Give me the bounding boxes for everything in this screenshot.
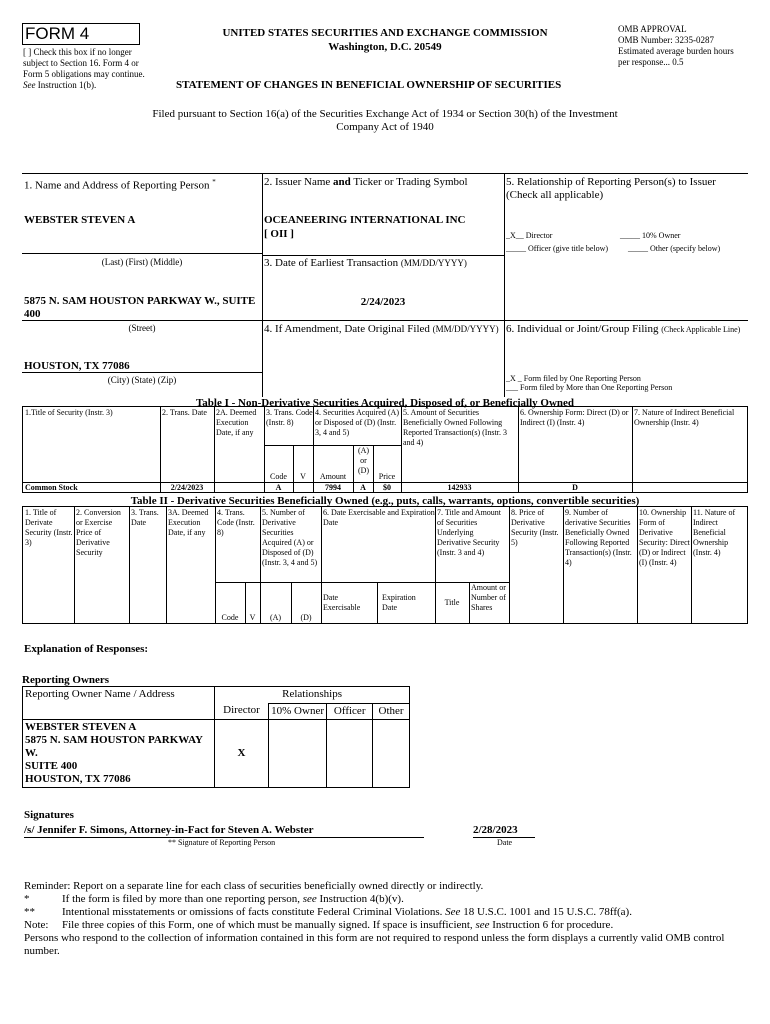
- t1-row-security: Common Stock: [25, 483, 78, 492]
- owners-col-ten: 10% Owner: [268, 703, 326, 720]
- t1-sub-code: Code: [270, 472, 287, 481]
- t1-row-code: A: [275, 483, 282, 492]
- filed-pursuant: Filed pursuant to Section 16(a) of the Securities Exchange Act of 1934 or Section 30(h) of the Investment Company Act of 1940: [152, 108, 618, 133]
- top-rule: [22, 173, 748, 174]
- footer-persons: Persons who respond to the collection of information contained in this form are not required to respond unless the form displays a currently valid OMB control number.: [24, 932, 725, 957]
- t1-col8: [632, 407, 633, 493]
- t1-row-form: D: [572, 483, 578, 492]
- agency-city: Washington, D.C. 20549: [328, 41, 442, 53]
- footer-star2: ** Intentional misstatements or omissions of facts constitute Federal Criminal Violations. See 18 U.S.C. 1001 and 15 U.S.C. 78ff(a).: [24, 906, 632, 918]
- t1-col2: [160, 407, 161, 493]
- owner-director: X: [215, 720, 269, 788]
- relationship-officer: _____ Officer (give title below): [506, 244, 609, 253]
- t2-col4: [166, 507, 167, 624]
- t1-col3: [214, 407, 215, 493]
- name-rule: [22, 253, 262, 254]
- t1-h3: 2A. Deemed Execution Date, if any: [216, 408, 257, 437]
- check-box-notice: [ ] Check this box if no longer subject to Section 16. Form 4 or Form 5 obligations may continue. See Instruction 1(b).: [23, 47, 145, 90]
- signature-date: 2/28/2023: [473, 824, 535, 838]
- t2-sub-a-label: (A): [269, 613, 282, 622]
- rule-box3: [262, 255, 504, 256]
- divider-2: [504, 173, 505, 397]
- t1-sub-price-label: Price: [378, 472, 396, 481]
- t2-sub-exp-label: Expiration Date: [382, 593, 416, 612]
- t2-sub-title: Title: [444, 598, 460, 607]
- name-caption: (Last) (First) (Middle): [101, 257, 183, 267]
- signature-line: /s/ Jennifer F. Simons, Attorney-in-Fact for Steven A. Webster: [24, 824, 424, 838]
- owner-other: [373, 720, 410, 788]
- footer-notes: [24, 880, 748, 958]
- footer-reminder: Reminder: Report on a separate line for each class of securities beneficially owned directly or indirectly.: [24, 880, 484, 892]
- agency-name: UNITED STATES SECURITIES AND EXCHANGE COMMISSION: [222, 27, 548, 39]
- t1-col7: [518, 407, 519, 493]
- t2-col11: [637, 507, 638, 624]
- relationship-director: _X__ Director: [506, 231, 553, 240]
- footer-star1: * If the form is filed by more than one reporting person, see Instruction 4(b)(v).: [24, 893, 404, 905]
- t1-row-date: 2/24/2023: [170, 483, 204, 492]
- form-title-box: [22, 23, 140, 45]
- reporting-person-street: 5875 N. SAM HOUSTON PARKWAY W., SUITE 400: [24, 295, 256, 320]
- t2-col2: [74, 507, 75, 624]
- form-title: FORM 4: [25, 24, 90, 43]
- explanation-heading: Explanation of Responses:: [24, 643, 149, 655]
- statement-title: STATEMENT OF CHANGES IN BENEFICIAL OWNERSHIP OF SECURITIES: [176, 79, 562, 91]
- owners-table: [22, 686, 410, 788]
- box6-label: 6. Individual or Joint/Group Filing (Check Applicable Line): [506, 323, 741, 335]
- t1-sub-v-label: V: [300, 472, 306, 481]
- t1-h7: 6. Ownership Form: Direct (D) or Indirect (I) (Instr. 4): [520, 408, 629, 427]
- t2-sub-rule-a: [215, 582, 321, 583]
- t2-sub-v-label: V: [249, 613, 256, 622]
- t2-col3: [129, 507, 130, 624]
- table2-title: Table II - Derivative Securities Beneficially Owned (e.g., puts, calls, warrants, options, convertible securities): [130, 495, 640, 507]
- owners-col-other: Other: [373, 703, 410, 720]
- t1-sub-aord-label: (A) or (D): [357, 446, 370, 475]
- owner-officer: [327, 720, 373, 788]
- omb-approval: OMB APPROVAL OMB Number: 3235-0287 Estimated average burden hours per response... 0.5: [618, 24, 734, 67]
- owners-col-rel: Relationships: [215, 687, 410, 704]
- t2-h8: 7. Title and Amount of Securities Underlying Derivative Security (Instr. 3 and 4): [437, 508, 502, 557]
- city-rule: [22, 372, 262, 373]
- t1-h1: 1.Title of Security (Instr. 3): [25, 408, 113, 417]
- t2-h10: 9. Number of derivative Securities Beneficially Owned Following Reported Transaction(s) (Instr. 4): [565, 508, 632, 567]
- reporting-person-name: WEBSTER STEVEN A: [24, 214, 136, 226]
- owners-col-officer: Officer: [327, 703, 373, 720]
- owner-ten: [268, 720, 326, 788]
- t2-h7: 6. Date Exercisable and Expiration Date: [323, 508, 435, 527]
- t2-col7: [321, 507, 322, 624]
- t2-h1: 1. Title of Derivate Security (Instr. 3): [25, 508, 73, 547]
- owners-col-director: Director: [215, 703, 269, 720]
- t1-h6: 5. Amount of Securities Beneficially Owned Following Reported Transaction(s) (Instr. 3 and 4): [403, 408, 507, 447]
- box5-label: 5. Relationship of Reporting Person(s) to Issuer (Check all applicable): [506, 176, 716, 201]
- city-caption: (City) (State) (Zip): [107, 375, 177, 385]
- t2-h4: 3A. Deemed Execution Date, if any: [168, 508, 209, 537]
- owners-col-name: Reporting Owner Name / Address: [23, 687, 215, 720]
- t2-h2: 2. Conversion or Exercise Price of Derivative Security: [76, 508, 121, 557]
- street-caption: (Street): [128, 323, 156, 333]
- relationship-ten-pct: _____ 10% Owner: [620, 231, 681, 240]
- t2-h3: 3. Trans. Date: [131, 508, 159, 527]
- t2-sub-date-ex: Date Exercisable: [323, 593, 361, 612]
- box1-label: 1. Name and Address of Reporting Person *: [24, 178, 216, 192]
- t1-row-price: $0: [383, 483, 391, 492]
- t1-row-owned: 142933: [447, 483, 472, 492]
- table2: [22, 506, 748, 624]
- t1-h5: 4. Securities Acquired (A) or Disposed of (D) (Instr. 3, 4 and 5): [315, 408, 399, 437]
- t2-col10: [563, 507, 564, 624]
- t2-col12: [691, 507, 692, 624]
- t1-row-amount: 7994: [325, 483, 341, 492]
- signatures-heading: Signatures: [24, 809, 74, 821]
- t1-row-aord: A: [360, 483, 366, 492]
- filing-one-person: _X _ Form filed by One Reporting Person: [506, 374, 641, 383]
- t2-sub-code: Code: [221, 613, 239, 622]
- issuer-name: OCEANEERING INTERNATIONAL INC: [264, 214, 466, 226]
- signature-date-caption: Date: [497, 838, 513, 847]
- table1: [22, 406, 748, 493]
- footer-note: Note: File three copies of this Form, one of which must be manually signed. If space is insufficient, see Instruction 6 for procedure.: [24, 919, 614, 931]
- t2-sub-amount: Amount or Number of Shares: [471, 583, 506, 612]
- box3-label: 3. Date of Earliest Transaction (MM/DD/YYYY): [264, 257, 467, 269]
- t2-sub-amt: [469, 582, 470, 624]
- filing-more-persons: ___ Form filed by More than One Reporting Person: [506, 383, 673, 392]
- box4-label: 4. If Amendment, Date Original Filed (MM/DD/YYYY): [264, 323, 499, 335]
- t2-h11: 10. Ownership Form of Derivative Security: Direct (D) or Indirect (I) (Instr. 4): [639, 508, 690, 567]
- t2-h12: 11. Nature of Indirect Beneficial Ownership (Instr. 4): [693, 508, 736, 557]
- signature-caption: ** Signature of Reporting Person: [168, 838, 276, 847]
- rule-box4: [262, 320, 748, 321]
- owners-heading: Reporting Owners: [22, 674, 110, 686]
- t1-h2: 2. Trans. Date: [162, 408, 207, 417]
- t1-h8: 7. Nature of Indirect Beneficial Ownership (Instr. 4): [634, 408, 735, 427]
- t2-h5: 4. Trans. Code (Instr. 8): [217, 508, 255, 537]
- divider-1: [262, 173, 263, 397]
- street-rule: [22, 320, 262, 321]
- t2-col5: [215, 507, 216, 624]
- t2-h6: 5. Number of Derivative Securities Acquired (A) or Disposed of (D) (Instr. 3, 4 and 5): [262, 508, 318, 567]
- t1-col6: [401, 407, 402, 493]
- table1-title: Table I - Non-Derivative Securities Acquired, Disposed of, or Beneficially Owned: [195, 397, 575, 409]
- t1-sub-amount-label: Amount: [319, 472, 347, 481]
- t2-col9: [509, 507, 510, 624]
- earliest-transaction-date: 2/24/2023: [360, 296, 406, 308]
- t1-h4: 3. Trans. Code (Instr. 8): [266, 408, 313, 427]
- t2-sub-exp: [377, 582, 378, 624]
- t2-h9: 8. Price of Derivative Security (Instr. 5): [511, 508, 559, 547]
- relationship-other: _____ Other (specify below): [628, 244, 721, 253]
- box2-label: 2. Issuer Name and Ticker or Trading Symbol: [264, 176, 468, 188]
- reporting-person-city: HOUSTON, TX 77086: [24, 360, 130, 372]
- issuer-ticker: [ OII ]: [264, 228, 294, 240]
- owner-name-address: WEBSTER STEVEN A 5875 N. SAM HOUSTON PARKWAY W. SUITE 400 HOUSTON, TX 77086: [23, 720, 215, 788]
- t2-sub-d-label: (D): [300, 613, 312, 622]
